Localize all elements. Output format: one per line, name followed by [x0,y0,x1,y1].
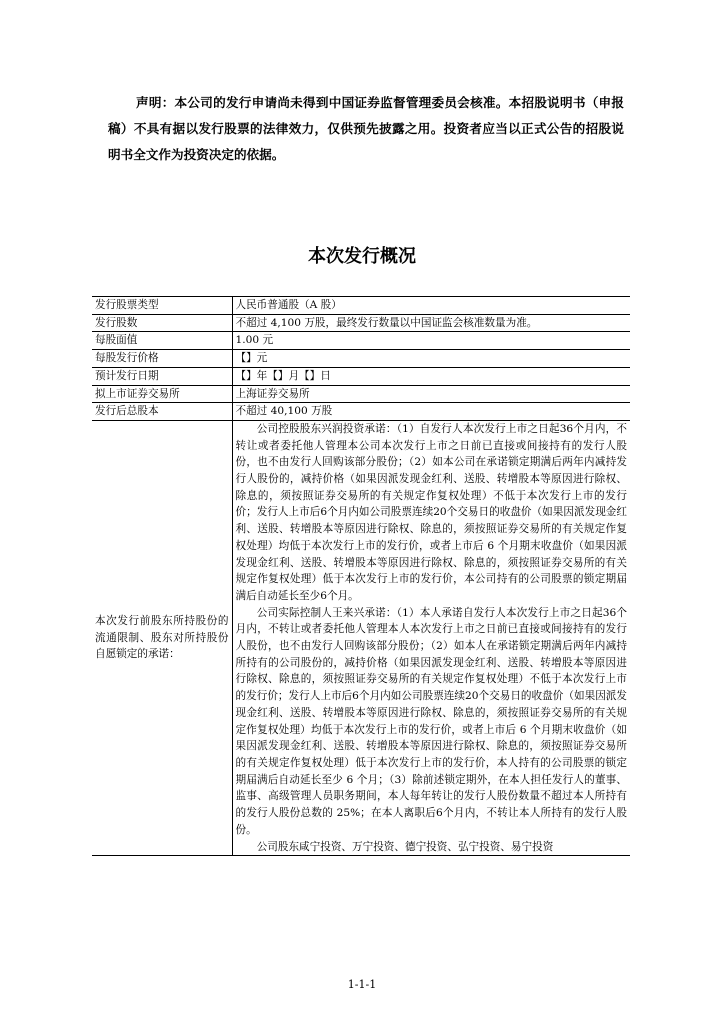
commitment-paragraph-controlling-shareholder: 公司控股股东兴润投资承诺：（1）自发行人本次发行上市之日起36个月内，不转让或者委托他人管理本公司本次发行上市之日前已直接或间接持有的发行人股份，也不由发行人回购该部分股份；（2）如本公司在承诺锁定期满后两年内减持发行人股份的，减持价格（如果因派发现金红利、送股、转增股本等原因进行除权、除息的，须按照证券交易所的有关规定作复权处理）不低于本次发行上市的发行价；发行人上市后6个月内如公司股票连续20个交易日的收盘价（如果因派发现金红利、送股、转增股本等原因进行除权、除息的，须按照证券交易所的有关规定作复权处理）均低于本次发行上市的发行价，或者上市后 6 个月期末收盘价（如果因派发现金红利、送股、转增股本等原因进行除权、除息的，须按照证券交易所的有关规定作复权处理）低于本次发行上市的发行价，本公司持有的公司股票的锁定期届满后自动延长至少6个月。 [235,422,627,602]
commitment-label: 本次发行前股东所持股份的流通限制、股东对所持股份自愿锁定的承诺： [92,420,232,855]
table-row [92,297,630,315]
row-value: 不超过 40,100 万股 [232,403,630,421]
commitment-text [232,420,630,855]
commitment-paragraph-actual-controller: 公司实际控制人王来兴承诺：（1）本人承诺自发行人本次发行上市之日起36个月内，不转让或者委托他人管理本人本次发行上市之日前已直接或间接持有的发行人股份，也不由发行人回购该部分股份；（2）如本人在承诺锁定期满后两年内减持所持有的公司股份的，减持价格（如果因派发现金红利、送股、转增股本等原因进行除权、除息的，须按照证券交易所的有关规定作复权处理）不低于本次发行上市的发行价；发行人上市后6个月内如公司股票连续20个交易日的收盘价（如果因派发现金红利、送股、转增股本等原因进行除权、除息的，须按照证券交易所的有关规定作复权处理）均低于本次发行上市的发行价，或者上市后 6 个月期末收盘价（如果因派发现金红利、送股、转增股本等原因进行除权、除息的，须按照证券交易所的有关规定作复权处理）低于本次发行上市的发行价，本人持有的公司股票的锁定期届满后自动延长至少 6 个月；（3）除前述锁定期外，在本人担任发行人的董事、监事、高级管理人员职务期间，本人每年转让的发行人股份数量不超过本人所持有的发行人股份总数的 25%；在本人离职后6个月内，不转让本人所持有的发行人股份。 [235,606,627,836]
row-label: 每股发行价格 [92,350,232,368]
row-label: 每股面值 [92,332,232,350]
row-label: 发行股票类型 [92,297,232,315]
row-value: 【】元 [232,350,630,368]
disclaimer: 声明：本公司的发行申请尚未得到中国证券监督管理委员会核准。本招股说明书（申报稿）不具有据以发行股票的法律效力，仅供预先披露之用。投资者应当以正式公告的招股说明书全文作为投资决定的依据。 [108,95,624,162]
page-title: 本次发行概况 [308,246,416,267]
row-label: 发行股数 [92,314,232,332]
row-value: 人民币普通股（A 股） [232,297,630,315]
table-row [92,350,630,368]
commitment-row [92,420,630,855]
table-row [92,332,630,350]
row-label: 发行后总股本 [92,403,232,421]
table-row [92,367,630,385]
row-value: 【】年【】月【】日 [232,367,630,385]
row-value: 不超过 4,100 万股，最终发行数量以中国证监会核准数量为准。 [232,314,630,332]
table-row [92,314,630,332]
row-label: 拟上市证券交易所 [92,385,232,403]
row-label: 预计发行日期 [92,367,232,385]
row-value: 1.00 元 [232,332,630,350]
page-number: 1-1-1 [347,978,377,991]
row-value: 上海证券交易所 [232,385,630,403]
offering-overview-table [92,296,630,856]
table-row [92,385,630,403]
commitment-paragraph-other-shareholders: 公司股东咸宁投资、万宁投资、德宁投资、弘宁投资、易宁投资 [256,840,554,853]
table-row [92,403,630,421]
